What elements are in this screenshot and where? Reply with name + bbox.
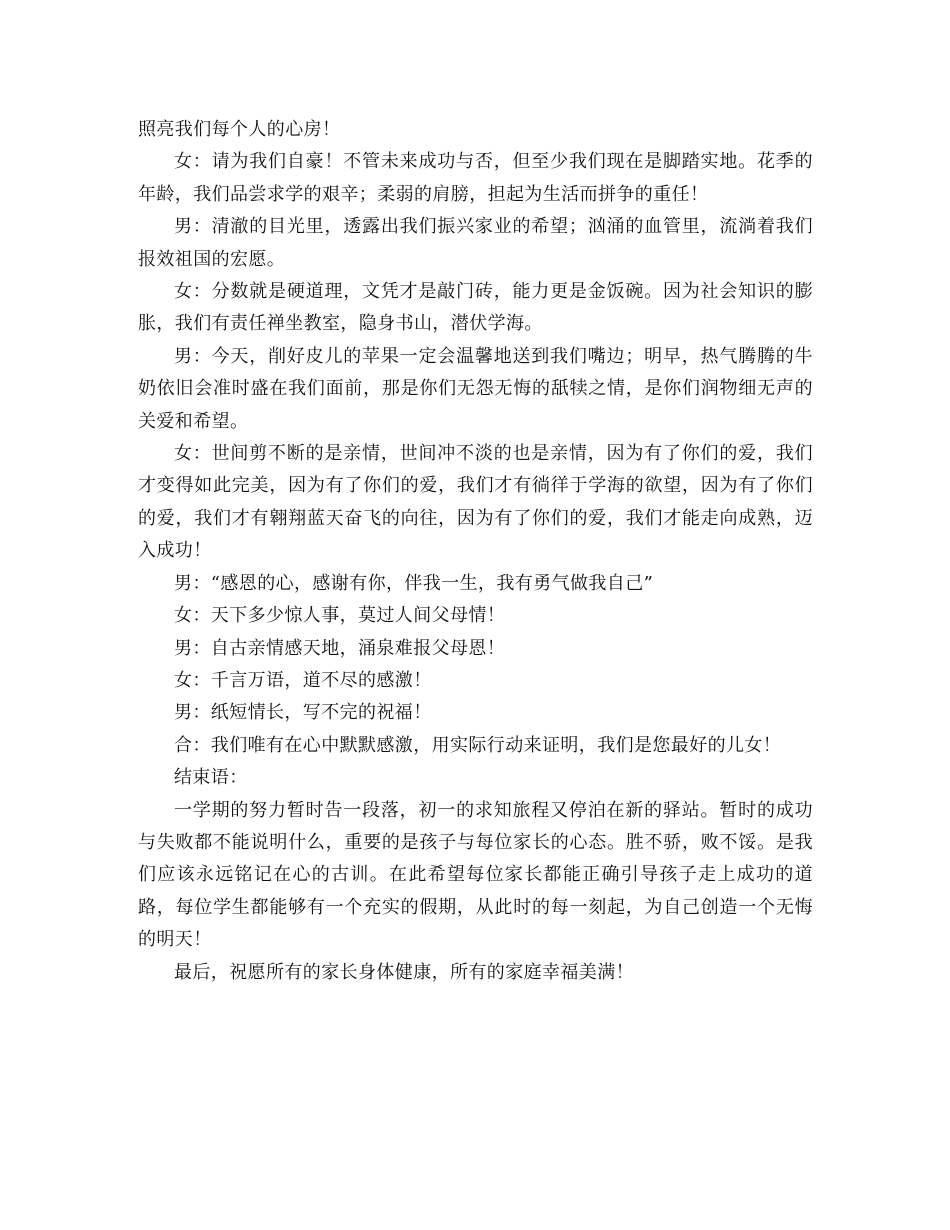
paragraph: 照亮我们每个人的心房！ [138,119,341,140]
paragraph: 一学期的努力暂时告一段落，初一的求知旅程又停泊在新的驿站。暂时的成功与失败都不能说明什么，重要的是孩子与每位家长的心态。胜不骄，败不馁。是我们应该永远铭记在心的古训。在此希望每位家长都能正确引导孩子走上成功的道路，每位学生都能够有一个充实的假期，从此时的每一刻起，为自己创造一个无悔的明天！ [138,799,813,951]
paragraph: 女：请为我们自豪！不管未来成功与否，但至少我们现在是脚踏实地。花季的年龄，我们品尝求学的艰辛；柔弱的肩膀，担起为生活而拼争的重任！ [138,151,813,205]
paragraph: 最后，祝愿所有的家长身体健康，所有的家庭幸福美满！ [174,961,634,983]
paragraph: 女：天下多少惊人事，莫过人间父母情！ [174,605,506,627]
paragraph: 男：纸短情长，写不完的祝福！ [174,702,432,724]
paragraph: 女：分数就是硬道理，文凭才是敲门砖，能力更是金饭碗。因为社会知识的膨胀，我们有责任禅坐教室，隐身书山，潜伏学海。 [138,281,813,335]
paragraph: 男：“感恩的心，感谢有你，伴我一生，我有勇气做我自己” [174,572,654,594]
paragraph: 男：今天，削好皮儿的苹果一定会温馨地送到我们嘴边；明早，热气腾腾的牛奶依旧会准时盛在我们面前，那是你们无怨无悔的舐犊之情，是你们润物细无声的关爱和希望。 [138,345,813,432]
paragraph: 合：我们唯有在心中默默感激，用实际行动来证明，我们是您最好的儿女！ [174,734,782,756]
paragraph: 女：世间剪不断的是亲情，世间冲不淡的也是亲情，因为有了你们的爱，我们才变得如此完美，因为有了你们的爱，我们才有徜徉于学海的欲望，因为有了你们的爱，我们才有翱翔蓝天奋飞的向往，因为有了你们的爱，我们才能走向成熟，迈入成功！ [138,443,813,562]
paragraph: 男：清澈的目光里，透露出我们振兴家业的希望；汹涌的血管里，流淌着我们报效祖国的宏愿。 [138,216,813,270]
paragraph: 男：自古亲情感天地，涌泉难报父母恩！ [174,637,506,659]
section-heading: 结束语： [174,767,248,789]
document-body [138,114,813,989]
paragraph: 女：千言万语，道不尽的感激！ [174,669,432,691]
